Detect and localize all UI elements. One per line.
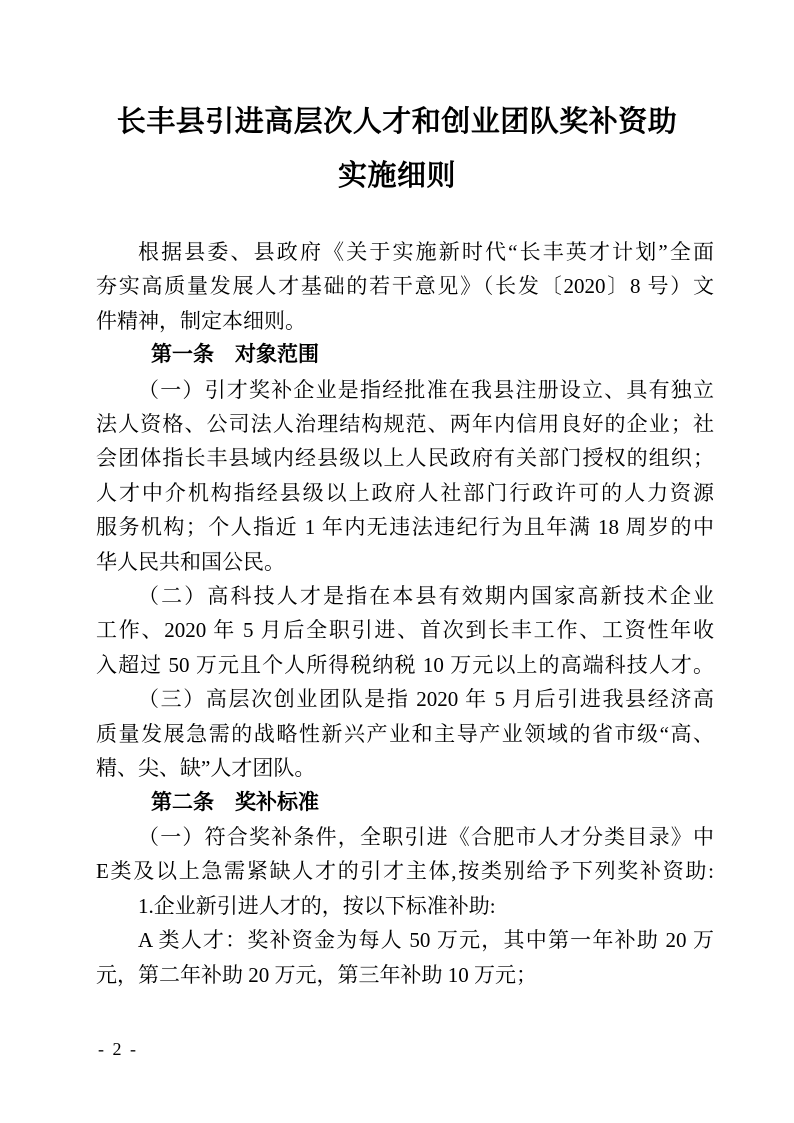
paragraph-line: 入超过 50 万元且个人所得税纳税 10 万元以上的高端科技人才。: [96, 652, 714, 677]
paragraph-line: （三）高层次创业团队是指 2020 年 5 月后引进我县经济高: [138, 687, 714, 712]
document-title-line-1: 长丰县引进高层次人才和创业团队奖补资助: [116, 106, 678, 138]
paragraph-line: 法人资格、公司法人治理结构规范、两年内信用良好的企业；社: [96, 412, 714, 437]
paragraph-line: 1.企业新引进人才的，按以下标准补助:: [138, 893, 496, 918]
section-heading-article-2: 第二条 奖补标准: [151, 790, 319, 814]
paragraph-line: 服务机构；个人指近 1 年内无违法违纪行为且年满 18 周岁的中: [96, 515, 714, 540]
paragraph-line: 根据县委、县政府《关于实施新时代“长丰英才计划”全面: [138, 240, 714, 264]
document-title: [0, 95, 794, 203]
paragraph-line: 会团体指长丰县域内经县级以上人民政府有关部门授权的组织；: [96, 446, 714, 471]
paragraph-line: 元，第二年补助 20 万元，第三年补助 10 万元；: [96, 962, 537, 987]
paragraph-line: 质量发展急需的战略性新兴产业和主导产业领域的省市级“高、: [96, 721, 714, 746]
paragraph-line: A 类人才：奖补资金为每人 50 万元，其中第一年补助 20 万: [138, 928, 714, 953]
document-title-line-2: 实施细则: [337, 160, 456, 192]
page-number: - 2 -: [98, 1039, 138, 1059]
paragraph-line: （二）高科技人才是指在本县有效期内国家高新技术企业: [138, 584, 714, 609]
paragraph-line: 人才中介机构指经县级以上政府人社部门行政许可的人力资源: [96, 480, 714, 505]
document-body: [96, 235, 714, 992]
paragraph-line: 工作、2020 年 5 月后全职引进、首次到长丰工作、工资性年收: [96, 618, 714, 643]
section-heading-article-1: 第一条 对象范围: [151, 343, 319, 367]
paragraph-line: 精、尖、缺”人才团队。: [96, 756, 316, 781]
paragraph-line: 夯实高质量发展人才基础的若干意见》（长发〔2020〕8 号）文: [96, 274, 714, 299]
paragraph-line: 华人民共和国公民。: [96, 549, 285, 574]
paragraph-line: （一）符合奖补条件，全职引进《合肥市人才分类目录》中: [138, 824, 714, 849]
paragraph-line: （一）引才奖补企业是指经批准在我县注册设立、具有独立: [138, 377, 714, 402]
paragraph-line: E类及以上急需紧缺人才的引才主体,按类别给予下列奖补资助:: [96, 859, 714, 884]
paragraph-line: 件精神，制定本细则。: [96, 308, 306, 333]
